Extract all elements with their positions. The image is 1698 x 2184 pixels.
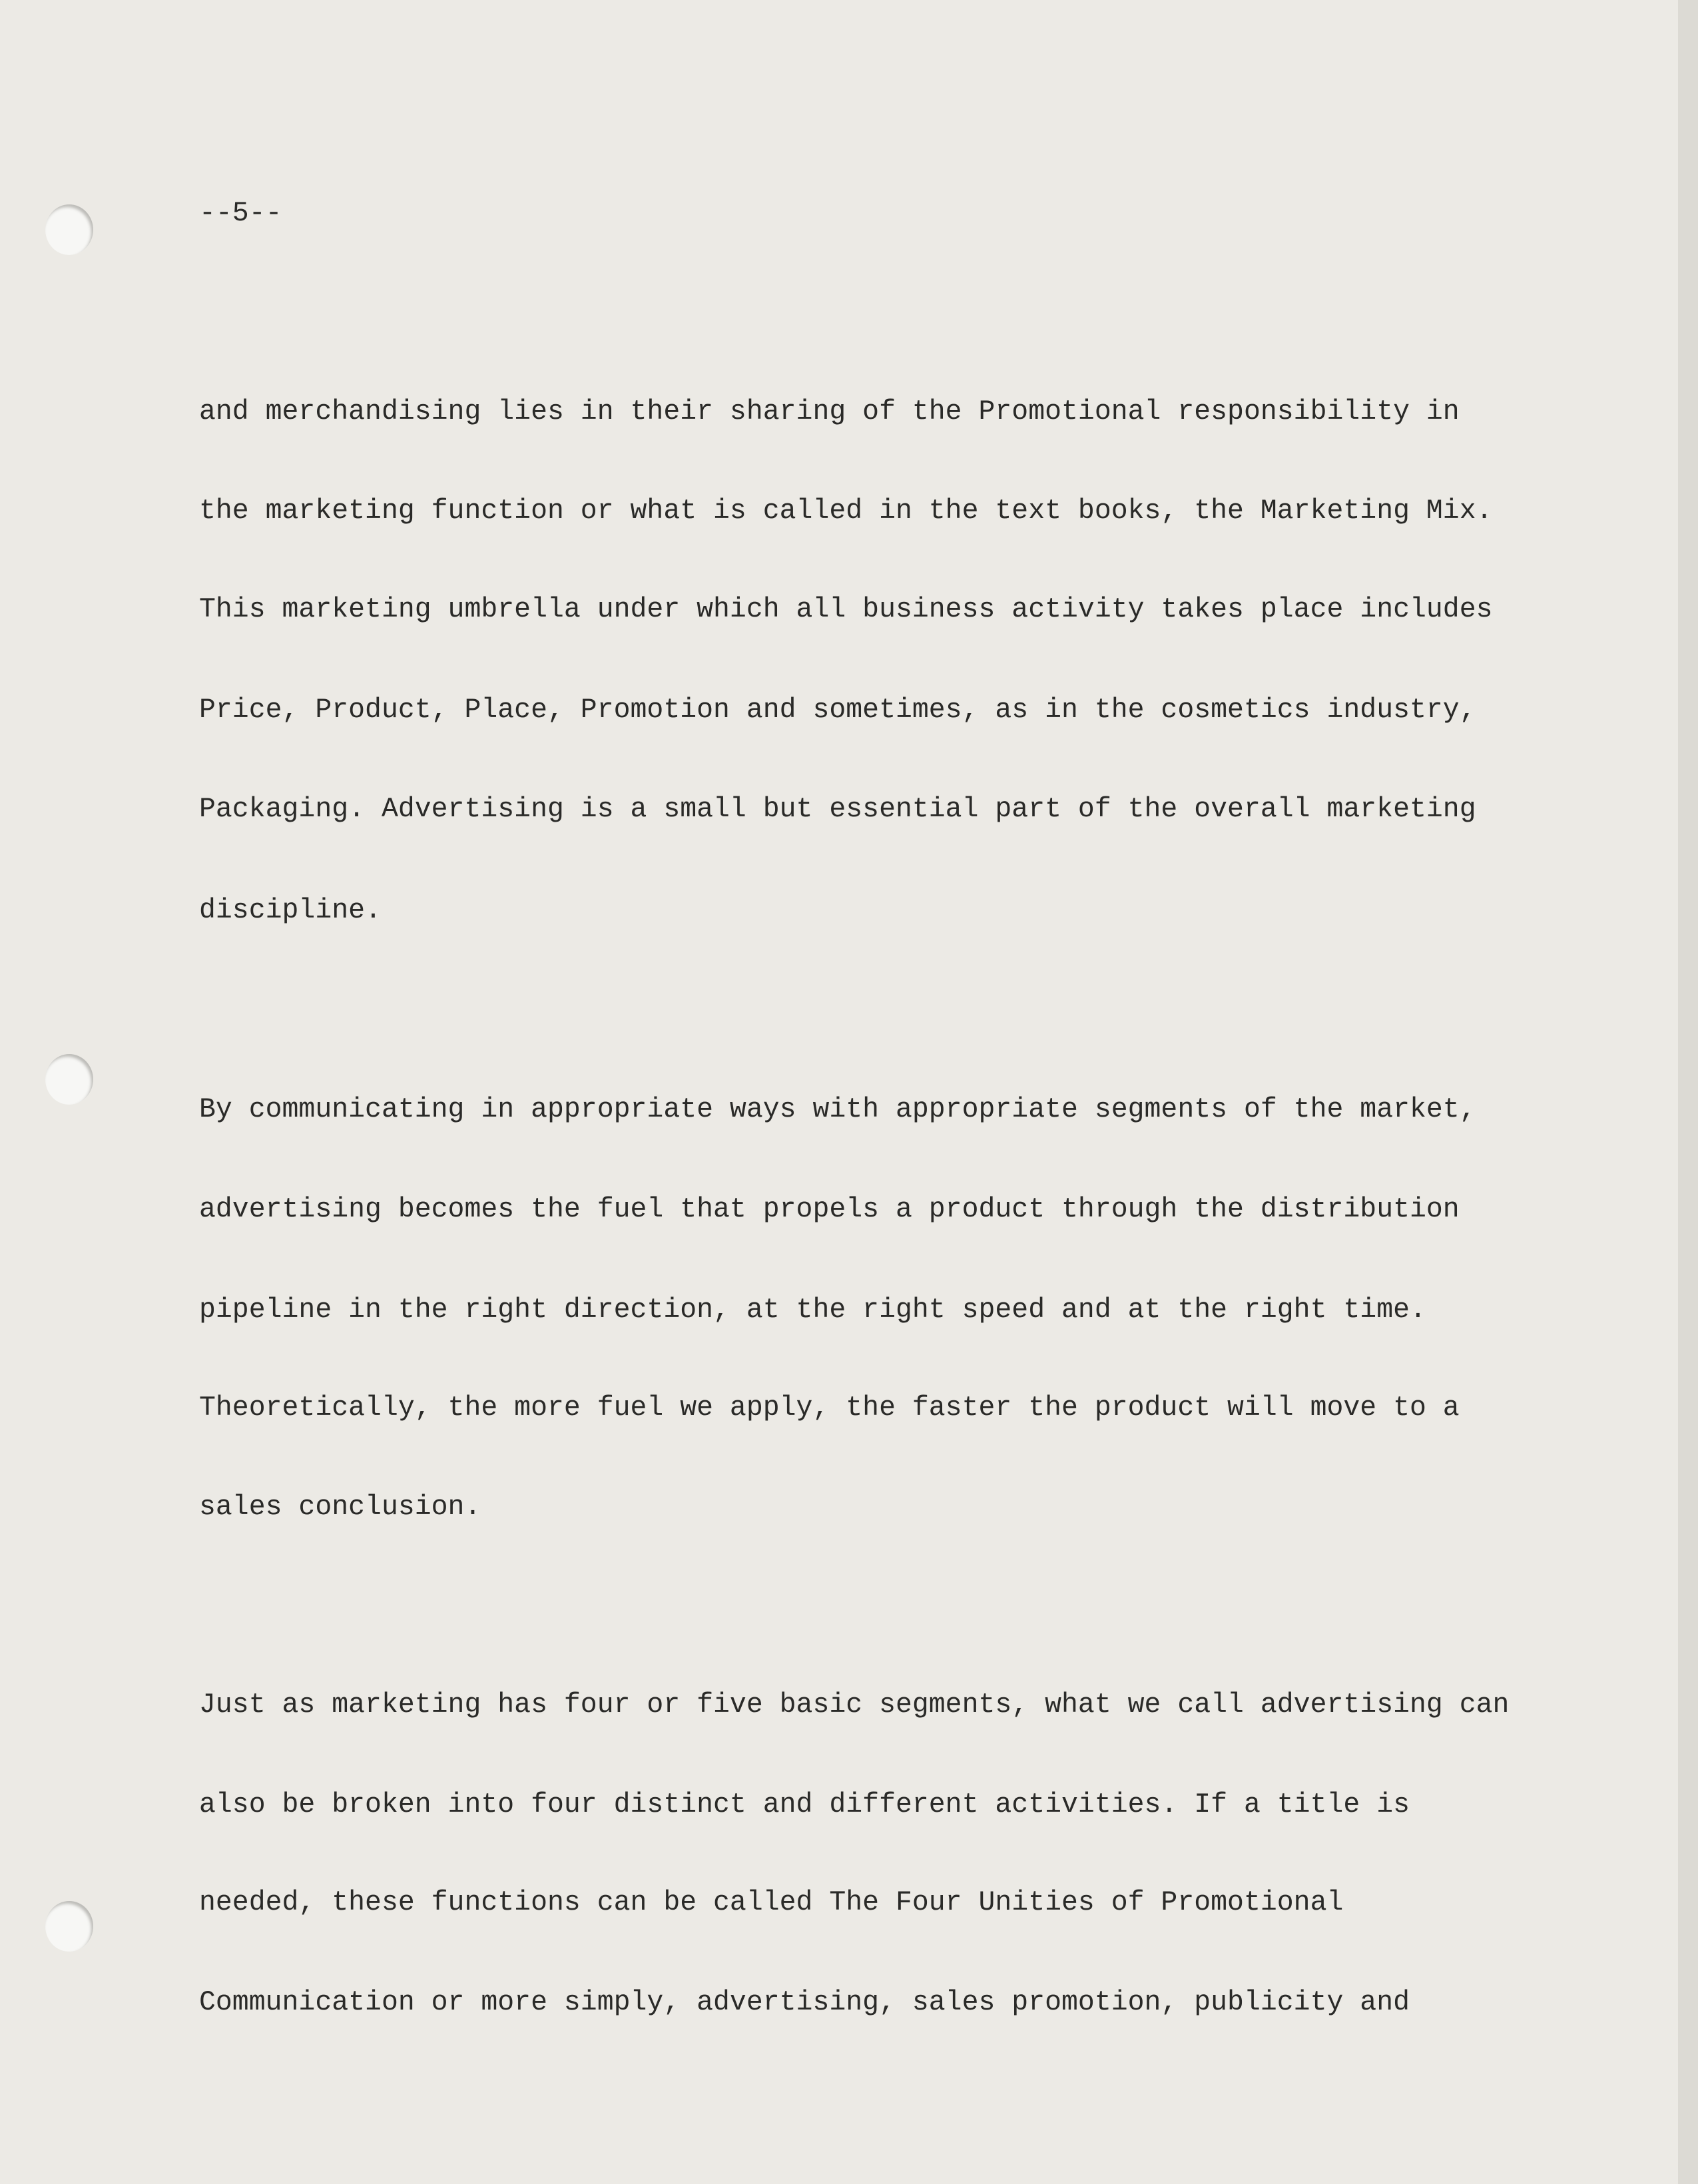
text-line: pipeline in the right direction, at the right speed and at the right time.	[199, 1294, 1426, 1326]
page-edge	[1678, 0, 1698, 2184]
text-line: and merchandising lies in their sharing of the Promotional responsibility in	[199, 396, 1460, 427]
text-line: sales conclusion.	[199, 1492, 481, 1523]
text-line: advertising becomes the fuel that propels a product through the distribution	[199, 1194, 1460, 1225]
binder-hole-middle	[45, 1054, 93, 1105]
text-line: Theoretically, the more fuel we apply, the faster the product will move to a	[199, 1392, 1460, 1424]
text-line: Communication or more simply, advertising, sales promotion, publicity and	[199, 1987, 1410, 2018]
text-line: Just as marketing has four or five basic segments, what we call advertising can	[199, 1689, 1510, 1721]
text-line: Price, Product, Place, Promotion and sometimes, as in the cosmetics industry,	[199, 694, 1476, 726]
text-line: Packaging. Advertising is a small but essential part of the overall marketing	[199, 794, 1476, 825]
page-number: --5--	[199, 198, 282, 229]
text-line: By communicating in appropriate ways with appropriate segments of the market,	[199, 1094, 1476, 1125]
binder-hole-top	[45, 204, 93, 255]
text-line: discipline.	[199, 895, 382, 926]
text-line: also be broken into four distinct and different activities. If a title is	[199, 1789, 1410, 1820]
text-line: This marketing umbrella under which all business activity takes place includes	[199, 594, 1493, 625]
text-line: the marketing function or what is called in the text books, the Marketing Mix.	[199, 495, 1493, 527]
text-line: needed, these functions can be called The Four Unities of Promotional	[199, 1887, 1344, 1918]
binder-hole-bottom	[45, 1901, 93, 1952]
